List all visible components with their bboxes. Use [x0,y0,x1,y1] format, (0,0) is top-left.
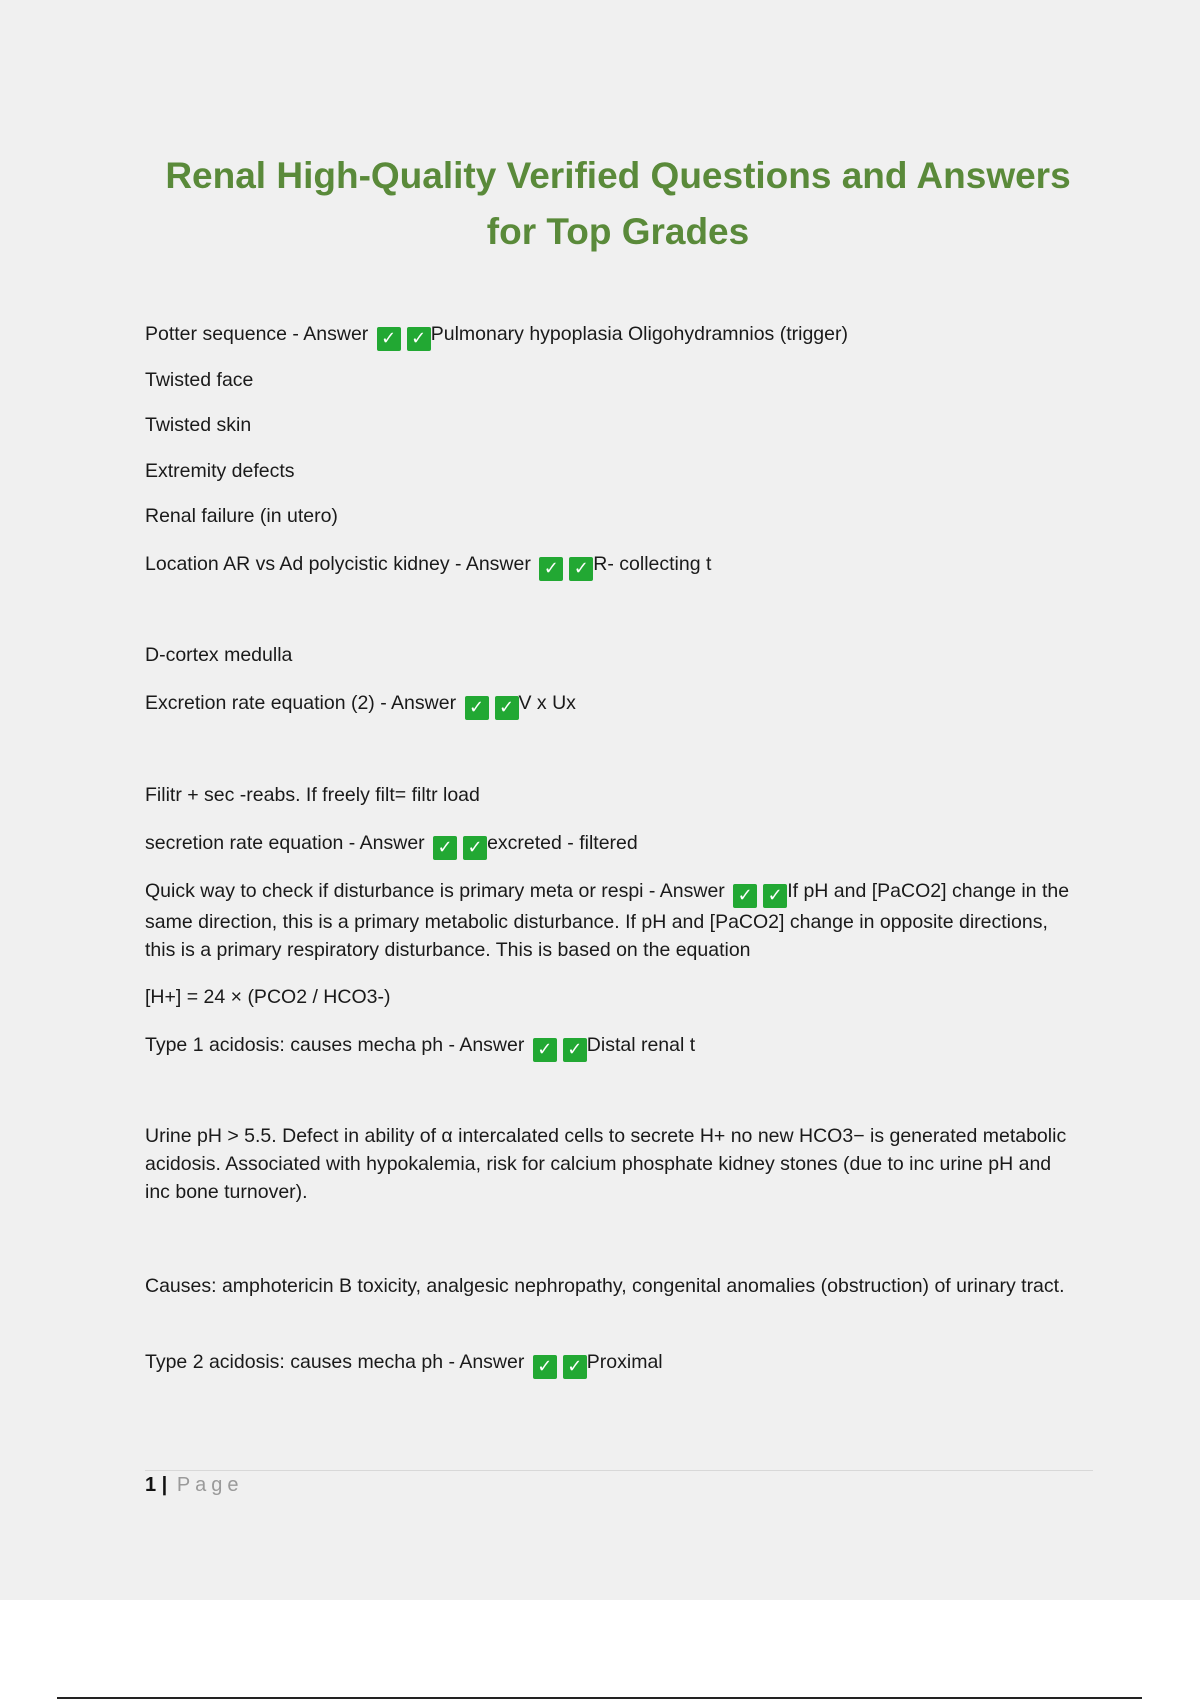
check-mark-icon: ✓ [563,1038,587,1062]
qa-potter-sequence [145,320,1075,351]
answer-text: R- collecting t [593,553,712,575]
question-text: Location AR vs Ad polycistic kidney - Answer [145,553,537,575]
check-mark-icon: ✓ [433,836,457,860]
answer-text: Proximal [586,1351,663,1373]
paragraph: Urine pH > 5.5. Defect in ability of α intercalated cells to secrete H+ no new HCO3− is generated metabolic acidosis. Associated with hypokalemia, risk for calcium phosphate kidney stones (due to inc urine pH and inc bone turnover). [145,1125,1067,1203]
check-mark-icon: ✓ [495,696,519,720]
question-text: Potter sequence - Answer [145,323,374,345]
check-mark-icon: ✓ [563,1355,587,1379]
question-text: Quick way to check if disturbance is primary meta or respi - Answer [145,880,731,902]
check-mark-icon: ✓ [407,327,431,351]
text-line: Filitr + sec -reabs. If freely filt= filtr load [145,784,480,806]
question-text: secretion rate equation - Answer [145,832,431,854]
qa-polycystic-kidney [145,550,1075,581]
page-separator: | [156,1474,173,1496]
footer-divider [145,1470,1093,1471]
check-mark-icon: ✓ [377,327,401,351]
answer-text: V x Ux [518,692,576,714]
qa-secretion-rate [145,829,1075,860]
check-mark-icon: ✓ [539,557,563,581]
qa-type-1-acidosis [145,1031,1075,1062]
check-mark-icon: ✓ [763,884,787,908]
text-line: Renal failure (in utero) [145,505,338,527]
answer-text: If pH and [PaCO2] change in the same direction, this is a primary metabolic disturbance. If pH and [PaCO2] change in opposite directions, this is a primary respiratory disturbance. This is based on the equation [145,880,1070,961]
equation-line: [H+] = 24 × (PCO2 / HCO3-) [145,986,391,1008]
page-label: Page [176,1474,244,1496]
answer-text: Pulmonary hypoplasia Oligohydramnios (trigger) [430,323,848,345]
qa-type-2-acidosis [145,1348,1075,1379]
page-number: 1 [145,1474,157,1496]
answer-text: excreted - filtered [487,832,638,854]
page-footer [145,1474,244,1497]
check-mark-icon: ✓ [463,836,487,860]
title-line-2: for Top Grades [486,211,750,252]
qa-excretion-rate [145,689,1075,720]
check-mark-icon: ✓ [533,1355,557,1379]
qa-acid-base-disturbance [145,877,1075,964]
text-line: Twisted skin [145,414,252,436]
title-line-1: Renal High-Quality Verified Questions and Answers [165,155,1071,196]
check-mark-icon: ✓ [533,1038,557,1062]
document-title [140,148,1096,260]
question-text: Excretion rate equation (2) - Answer [145,692,462,714]
check-mark-icon: ✓ [569,557,593,581]
text-line: Twisted face [145,369,254,391]
answer-text: Distal renal t [586,1034,696,1056]
text-line: Extremity defects [145,460,295,482]
bottom-divider [57,1697,1142,1699]
check-mark-icon: ✓ [465,696,489,720]
paragraph: Causes: amphotericin B toxicity, analgesic nephropathy, congenital anomalies (obstruction) of urinary tract. [145,1275,1065,1297]
question-text: Type 1 acidosis: causes mecha ph - Answer [145,1034,530,1056]
text-line: D-cortex medulla [145,644,293,666]
question-text: Type 2 acidosis: causes mecha ph - Answer [145,1351,530,1373]
check-mark-icon: ✓ [733,884,757,908]
